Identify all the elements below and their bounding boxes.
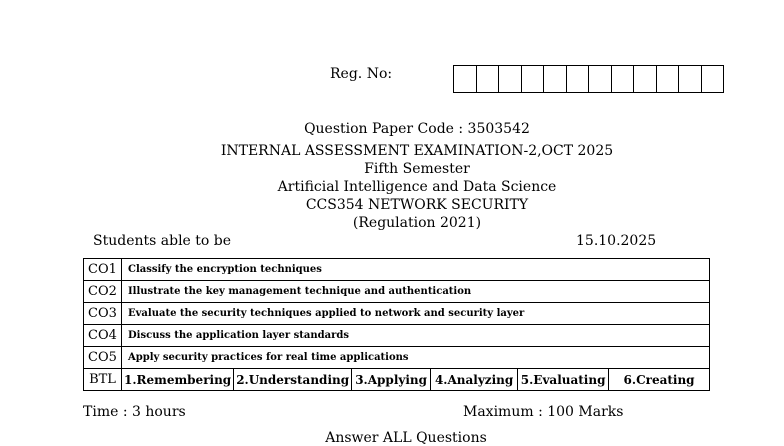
reg-no-digit-box [477, 65, 500, 93]
exam-date: 15.10.2025 [576, 233, 657, 249]
co-code: CO3 [84, 303, 122, 325]
btl-level: 6.Creating [609, 369, 710, 391]
exam-duration: Time : 3 hours [83, 404, 186, 420]
department: Artificial Intelligence and Data Science [277, 179, 557, 195]
table-row [84, 325, 710, 347]
btl-label: BTL [84, 369, 122, 391]
table-row [84, 347, 710, 369]
reg-no-digit-box [589, 65, 612, 93]
btl-row [84, 369, 710, 391]
btl-level: 2.Understanding [234, 369, 352, 391]
co-text: Apply security practices for real time applications [122, 347, 710, 369]
co-text: Illustrate the key management technique and authentication [122, 281, 710, 303]
btl-level: 5.Evaluating [518, 369, 609, 391]
co-code: CO4 [84, 325, 122, 347]
exam-title: INTERNAL ASSESSMENT EXAMINATION-2,OCT 2025 [220, 143, 614, 159]
table-row [84, 303, 710, 325]
students-label: Students able to be [93, 233, 232, 249]
table-row [84, 259, 710, 281]
course-outcomes-table [83, 258, 710, 391]
co-code: CO5 [84, 347, 122, 369]
co-text: Classify the encryption techniques [122, 259, 710, 281]
reg-no-digit-box [522, 65, 545, 93]
course-title: CCS354 NETWORK SECURITY [305, 197, 529, 213]
reg-no-digit-box [567, 65, 590, 93]
reg-no-digit-box [544, 65, 567, 93]
btl-level: 4.Analyzing [431, 369, 518, 391]
reg-no-boxes [453, 65, 724, 93]
reg-no-digit-box [612, 65, 635, 93]
table-row [84, 281, 710, 303]
reg-no-digit-box [454, 65, 477, 93]
regulation: (Regulation 2021) [352, 215, 482, 231]
reg-no-digit-box [634, 65, 657, 93]
reg-no-digit-box [657, 65, 680, 93]
btl-level: 3.Applying [352, 369, 431, 391]
semester: Fifth Semester [364, 161, 470, 177]
max-marks: Maximum : 100 Marks [463, 404, 624, 420]
co-code: CO2 [84, 281, 122, 303]
btl-level: 1.Remembering [122, 369, 234, 391]
paper-code: Question Paper Code : 3503542 [304, 121, 530, 137]
reg-no-digit-box [702, 65, 725, 93]
reg-no-digit-box [499, 65, 522, 93]
instruction: Answer ALL Questions [325, 430, 487, 446]
co-code: CO1 [84, 259, 122, 281]
reg-no-label: Reg. No: [330, 66, 393, 82]
co-text: Evaluate the security techniques applied to network and security layer [122, 303, 710, 325]
co-text: Discuss the application layer standards [122, 325, 710, 347]
reg-no-digit-box [679, 65, 702, 93]
